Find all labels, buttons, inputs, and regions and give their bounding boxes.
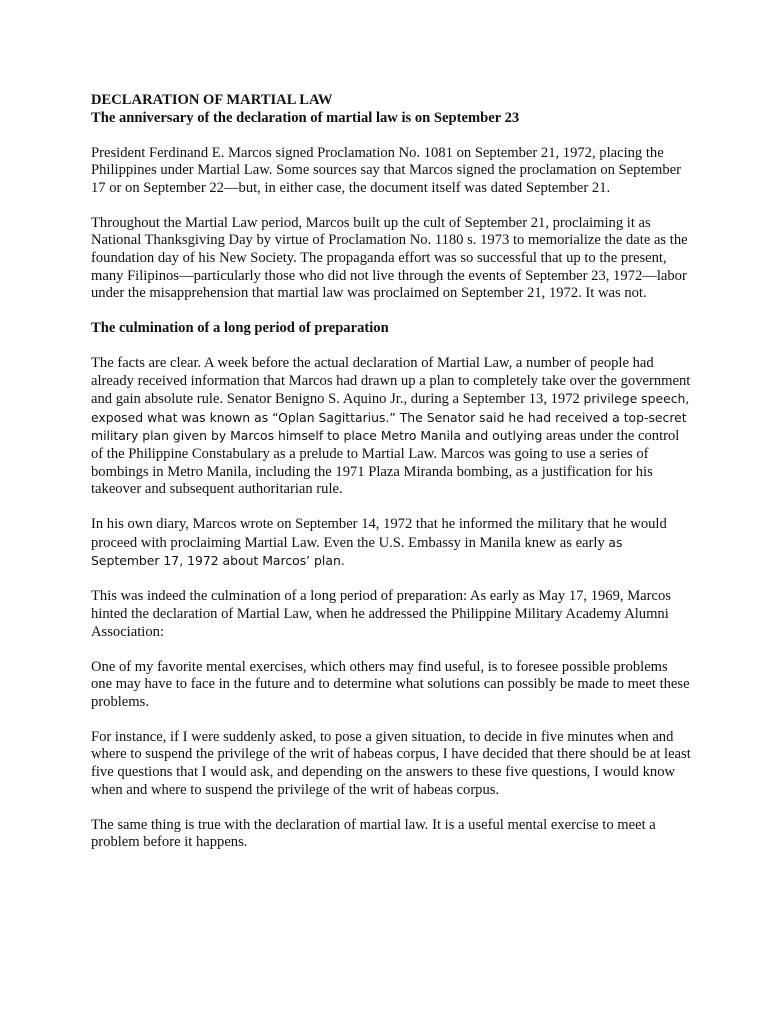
paragraph-quote-exercises: One of my favorite mental exercises, which others may find useful, is to foresee possible problems one may have to face in the future and to determine what solutions can possibly be made to meet these problems. — [91, 658, 690, 710]
title-block — [91, 92, 691, 127]
paragraph-diary-part-1: In his own diary, Marcos wrote on September 14, 1972 that he informed the military that he would proceed with proclaiming Martial Law. Even the U.S. Embassy in Manila knew as early — [91, 516, 667, 551]
document-title: DECLARATION OF MARTIAL LAW — [91, 92, 333, 108]
document-page — [91, 92, 691, 869]
paragraph-culmination: This was indeed the culmination of a long period of preparation: As early as May 17, 1969, Marcos hinted the declaration of Martial Law, when he addressed the Philippine Military Academy Alumni Association: — [91, 588, 671, 640]
paragraph-quote-habeas-corpus: For instance, if I were suddenly asked, to pose a given situation, to decide in five minutes when and where to suspend the privilege of the writ of habeas corpus, I have decided that there should be at least five questions that I would ask, and depending on the answers to these five questions, I would know when and where to suspend the privilege of the writ of habeas corpus. — [91, 728, 691, 798]
paragraph-proclamation: President Ferdinand E. Marcos signed Proclamation No. 1081 on September 21, 1972, placing the Philippines under Martial Law. Some sources say that Marcos signed the proclamation on September 17 or on September 22—but, in either case, the document itself was dated September 21. — [91, 144, 681, 196]
paragraph-facts-part-3: areas under the control of the Philippine Constabulary as a prelude to Martial Law. Marcos was going to use a series of bombings in Metro Manila, including the 1971 Plaza Miranda bombing, as a justification for his takeover and subsequent authoritarian rule. — [91, 428, 680, 498]
document-subtitle: The anniversary of the declaration of martial law is on September 23 — [91, 109, 520, 126]
paragraph-thanksgiving: Throughout the Martial Law period, Marcos built up the cult of September 21, proclaiming it as National Thanksgiving Day by virtue of Proclamation No. 1180 s. 1973 to memorialize the date as the foundation day of his New Society. The propaganda effort was so successful that up to the present, many Filipinos—particularly those who did not live through the events of September 23, 1972—labor under the misapprehension that martial law was proclaimed on September 21, 1972. It was not. — [91, 214, 688, 302]
paragraph-quote-martial-law: The same thing is true with the declaration of martial law. It is a useful mental exercise to meet a problem before it happens. — [91, 816, 656, 851]
paragraph-diary-part-2: as September 17, 1972 about Marcos’ plan. — [91, 534, 623, 569]
paragraph-facts-part-2: privilege speech, exposed what was known as “Oplan Sagittarius.” The Senator said he had received a top-secret military plan given by Marcos himself to place Metro Manila and outlying — [91, 391, 690, 444]
paragraph-diary — [91, 516, 691, 571]
paragraph-facts-part-1: The facts are clear. A week before the actual declaration of Martial Law, a number of people had already received information that Marcos had drawn up a plan to completely take over the government and gain absolute rule. Senator Benigno S. Aquino Jr., during a September 13, 1972 — [91, 355, 691, 408]
section-heading: The culmination of a long period of preparation — [91, 320, 389, 337]
paragraph-facts — [91, 355, 691, 499]
